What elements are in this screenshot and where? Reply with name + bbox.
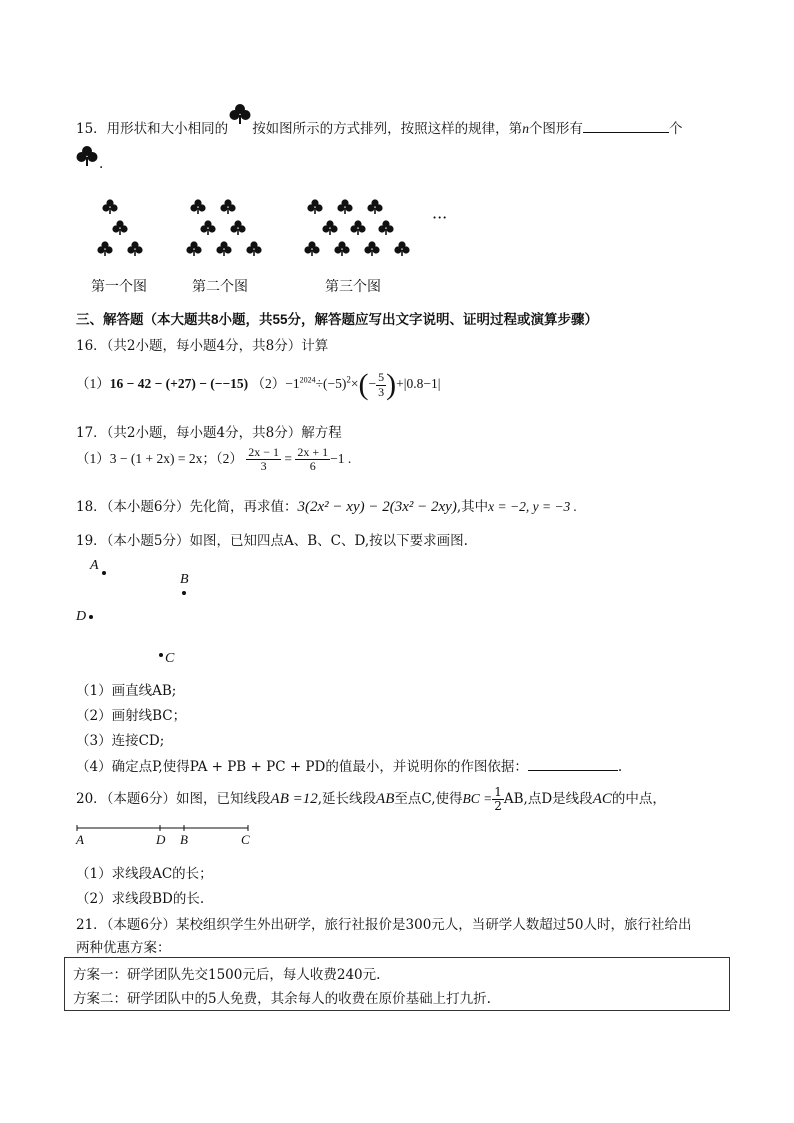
q16-part2-label: （2） bbox=[251, 376, 286, 392]
q17-f1-den: 3 bbox=[260, 459, 267, 474]
caption-figure-3: 第三个图 bbox=[325, 278, 381, 294]
point-A-label: A bbox=[90, 558, 99, 573]
q20-stem-c: 至点C,使得 bbox=[394, 791, 463, 808]
segment-label-B: B bbox=[180, 832, 188, 847]
q20-stem-d: AB,点D是线段 bbox=[503, 791, 593, 808]
q19-stem: 19．（本小题5分）如图，已知四点A、B、C、D,按以下要求画图. bbox=[76, 533, 468, 549]
q20-ac: AC bbox=[592, 791, 612, 808]
point-B-label: B bbox=[180, 572, 189, 587]
point-A-dot bbox=[102, 571, 106, 575]
q18-condition: ,其中 bbox=[456, 499, 489, 515]
q20-bc-eq: BC = bbox=[462, 791, 493, 807]
q18-values: x = −2, y = −3 . bbox=[488, 499, 578, 514]
q16-fraction-num: 5 bbox=[378, 370, 385, 385]
caption-figure-2: 第二个图 bbox=[192, 278, 248, 294]
q19-item-4: （4）确定点P,使得PA + PB + PC + PD的值最小，并说明你的作图依据： bbox=[76, 759, 528, 775]
q18-stem: 18．（本小题6分）先化简，再求值： bbox=[76, 499, 298, 515]
q19-item-4-end: . bbox=[617, 759, 623, 775]
clover-icon bbox=[229, 103, 251, 125]
section-3-heading: 三、解答题（本大题共8小题，共55分，解答题应写出文字说明、证明过程或演算步骤） bbox=[76, 312, 599, 327]
figure-2-clovers bbox=[186, 199, 261, 256]
q20-ab-eq: AB =12 bbox=[270, 791, 318, 808]
q18-line bbox=[76, 495, 577, 516]
q16-part2-b: ÷(−5) bbox=[315, 376, 347, 392]
q16-part2-c: × bbox=[350, 376, 359, 392]
q17-f1-num: 2x − 1 bbox=[248, 445, 279, 459]
q15-prefix: 15．用形状和大小相同的 bbox=[76, 121, 229, 137]
q19-item-4-line bbox=[76, 755, 622, 775]
q17-fraction-2 bbox=[295, 446, 330, 473]
segment-label-A: A bbox=[76, 832, 84, 847]
q16-part2-minus: − bbox=[368, 376, 377, 392]
q20-stem bbox=[76, 786, 666, 813]
q21-plans-box bbox=[64, 957, 730, 1011]
q17-part1-expression: 3 − (1 + 2x) = 2x bbox=[109, 450, 203, 466]
figure-1-clovers bbox=[97, 199, 142, 256]
q20-item-1: （1）求线段AC的长； bbox=[76, 866, 213, 882]
q20-fraction bbox=[492, 786, 504, 813]
point-B-dot bbox=[182, 591, 186, 595]
q17-eq: = bbox=[284, 450, 292, 466]
q21-stem-line-1: 21．（本题6分）某校组织学生外出研学，旅行社报价是300元人，当研学人数超过50人时，旅行社给出 bbox=[76, 917, 692, 933]
q20-item-2: （2）求线段BD的长. bbox=[76, 891, 205, 907]
q17-sep: ；（2） bbox=[202, 450, 243, 466]
q19-item-1: （1）画直线AB; bbox=[76, 683, 177, 699]
q21-stem-line-2: 两种优惠方案： bbox=[76, 940, 171, 956]
q17-fraction-1 bbox=[246, 446, 281, 473]
q20-frac-den: 2 bbox=[494, 799, 502, 814]
q17-tail: −1 . bbox=[330, 450, 352, 466]
q17-part1-label: （1） bbox=[76, 450, 110, 466]
q15-end: . bbox=[99, 156, 104, 172]
q15-suffix: 个图形有 bbox=[528, 121, 583, 137]
q20-ab: AB bbox=[376, 791, 395, 808]
segment-label-C: C bbox=[241, 832, 250, 847]
q16-fraction bbox=[376, 371, 386, 398]
q16-expressions: （1）16 − 42 − (+27) − (−−15) $(2)-1^{2024}\div(-5)^2\times(-$ $\frac{5}{3}$ )+|0.8−1| bbox=[76, 368, 441, 401]
point-C-label: C bbox=[165, 651, 175, 666]
q16-part1-label: （1） bbox=[76, 376, 110, 392]
figure-3-clovers bbox=[304, 199, 409, 256]
q15-stem bbox=[76, 117, 682, 137]
q16-part2-a: −1 bbox=[285, 376, 300, 392]
q16-part2-exp: 2024 bbox=[299, 375, 316, 385]
q21-plan-1: 方案一：研学团队先交1500元后，每人收费240元. bbox=[73, 967, 381, 983]
q17-f2-den: 6 bbox=[309, 459, 316, 474]
point-D-dot bbox=[89, 615, 93, 619]
q19-answer-blank[interactable] bbox=[528, 758, 618, 771]
q19-item-3: （3）连接CD; bbox=[76, 733, 165, 749]
q15-n: n bbox=[522, 121, 529, 136]
q21-plan-2: 方案二：研学团队中的5人免费，其余每人的收费在原价基础上打九折. bbox=[73, 991, 491, 1007]
point-D-label: D bbox=[76, 609, 87, 624]
q19-item-2: （2）画射线BC； bbox=[76, 708, 187, 724]
clover-icon bbox=[76, 145, 98, 167]
q15-middle: 按如图所示的方式排列，按照这样的规律，第 bbox=[252, 121, 523, 137]
q20-frac-num: 1 bbox=[494, 785, 502, 799]
segment-label-D: D bbox=[156, 832, 166, 847]
q15-answer-blank[interactable] bbox=[583, 120, 669, 133]
point-C-dot bbox=[159, 653, 163, 657]
q15-unit: 个 bbox=[668, 121, 683, 137]
q15-ellipsis: ··· bbox=[432, 208, 448, 227]
q15-figure bbox=[90, 195, 450, 265]
q17-stem: 17．（共2小题，每小题4分，共8分）解方程 bbox=[76, 425, 342, 441]
q16-fraction-den: 3 bbox=[378, 384, 385, 399]
q17-equations bbox=[76, 446, 351, 473]
q16-stem: 16．（共2小题，每小题4分，共8分）计算 bbox=[76, 338, 329, 354]
q20-stem-a: 20．（本题6分）如图，已知线段 bbox=[76, 791, 271, 808]
q16-part2-b-exp: 2 bbox=[346, 374, 351, 385]
q20-stem-b: ,延长线段 bbox=[317, 791, 377, 808]
q18-expression: 3(2x² − xy) − 2(3x² − 2xy) bbox=[297, 499, 457, 515]
q17-f2-num: 2x + 1 bbox=[297, 445, 329, 459]
q16-part2-d: +|0.8−1| bbox=[396, 376, 441, 392]
q16-part1-expression: 16 − 42 − (+27) − (−−15) bbox=[109, 376, 249, 392]
q20-stem-e: 的中点， bbox=[611, 791, 666, 808]
caption-figure-1: 第一个图 bbox=[91, 278, 147, 294]
